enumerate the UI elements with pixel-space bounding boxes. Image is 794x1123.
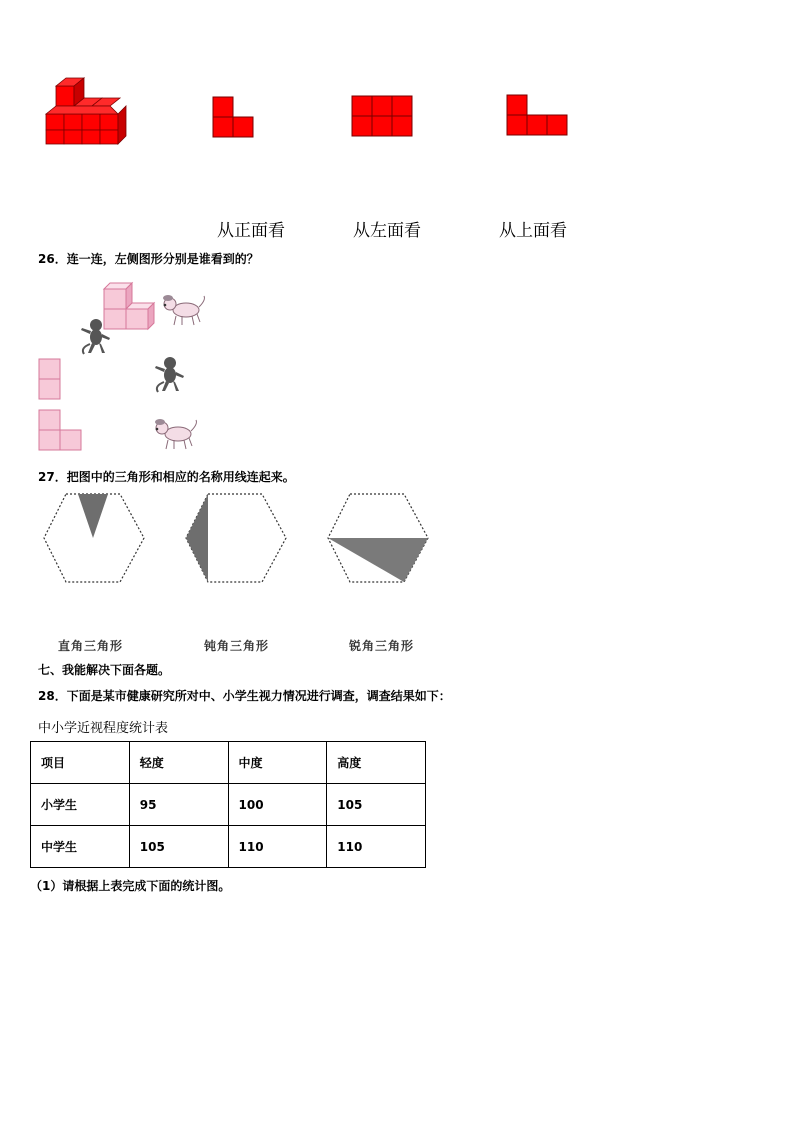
q28-text: 28．下面是某市健康研究所对中、小学生视力情况进行调查，调查结果如下： — [38, 689, 451, 703]
table-cell: 100 — [228, 784, 327, 826]
left-view-label: 从左面看 — [353, 221, 421, 241]
left-view-shape — [352, 96, 414, 138]
top-view-label: 从上面看 — [499, 221, 567, 241]
table-cell: 105 — [327, 784, 426, 826]
top-view-shape — [507, 95, 569, 137]
table-cell: 110 — [228, 826, 327, 868]
hexagon-figure-3 — [326, 492, 430, 584]
front-view-shape — [213, 97, 255, 139]
q28-sub1: （1）请根据上表完成下面的统计图。 — [30, 879, 231, 893]
table-row — [31, 784, 426, 826]
table-header-cell: 高度 — [327, 742, 426, 784]
table-cell: 105 — [129, 826, 228, 868]
pink-view-b — [38, 409, 84, 453]
table-title: 中小学近视程度统计表 — [38, 721, 169, 736]
dog-icon — [152, 416, 200, 452]
q26-text: 26．连一连，左侧图形分别是谁看到的？ — [38, 252, 259, 266]
section7-title: 七、我能解决下面各题。 — [38, 663, 171, 677]
hexagon-figure-2 — [184, 492, 288, 584]
table-cell: 110 — [327, 826, 426, 868]
obtuse-triangle-label: 钝角三角形 — [204, 639, 270, 653]
table-header-row — [31, 742, 426, 784]
table-header-cell: 轻度 — [129, 742, 228, 784]
dog-icon — [160, 292, 208, 328]
table-row — [31, 826, 426, 868]
q27-text: 27．把图中的三角形和相应的名称用线连起来。 — [38, 470, 295, 484]
monkey-icon — [152, 356, 188, 394]
acute-triangle-label: 锐角三角形 — [349, 639, 415, 653]
table-cell: 小学生 — [31, 784, 130, 826]
right-triangle-label: 直角三角形 — [58, 639, 124, 653]
table-cell: 中学生 — [31, 826, 130, 868]
table-header-cell: 中度 — [228, 742, 327, 784]
pink-view-a — [38, 358, 62, 402]
table-header-cell: 项目 — [31, 742, 130, 784]
front-view-label: 从正面看 — [217, 221, 285, 241]
table-cell: 95 — [129, 784, 228, 826]
hexagon-figure-1 — [42, 492, 146, 584]
red-cube-solid — [46, 86, 126, 146]
myopia-stats-table — [30, 741, 426, 868]
monkey-icon — [78, 318, 114, 356]
